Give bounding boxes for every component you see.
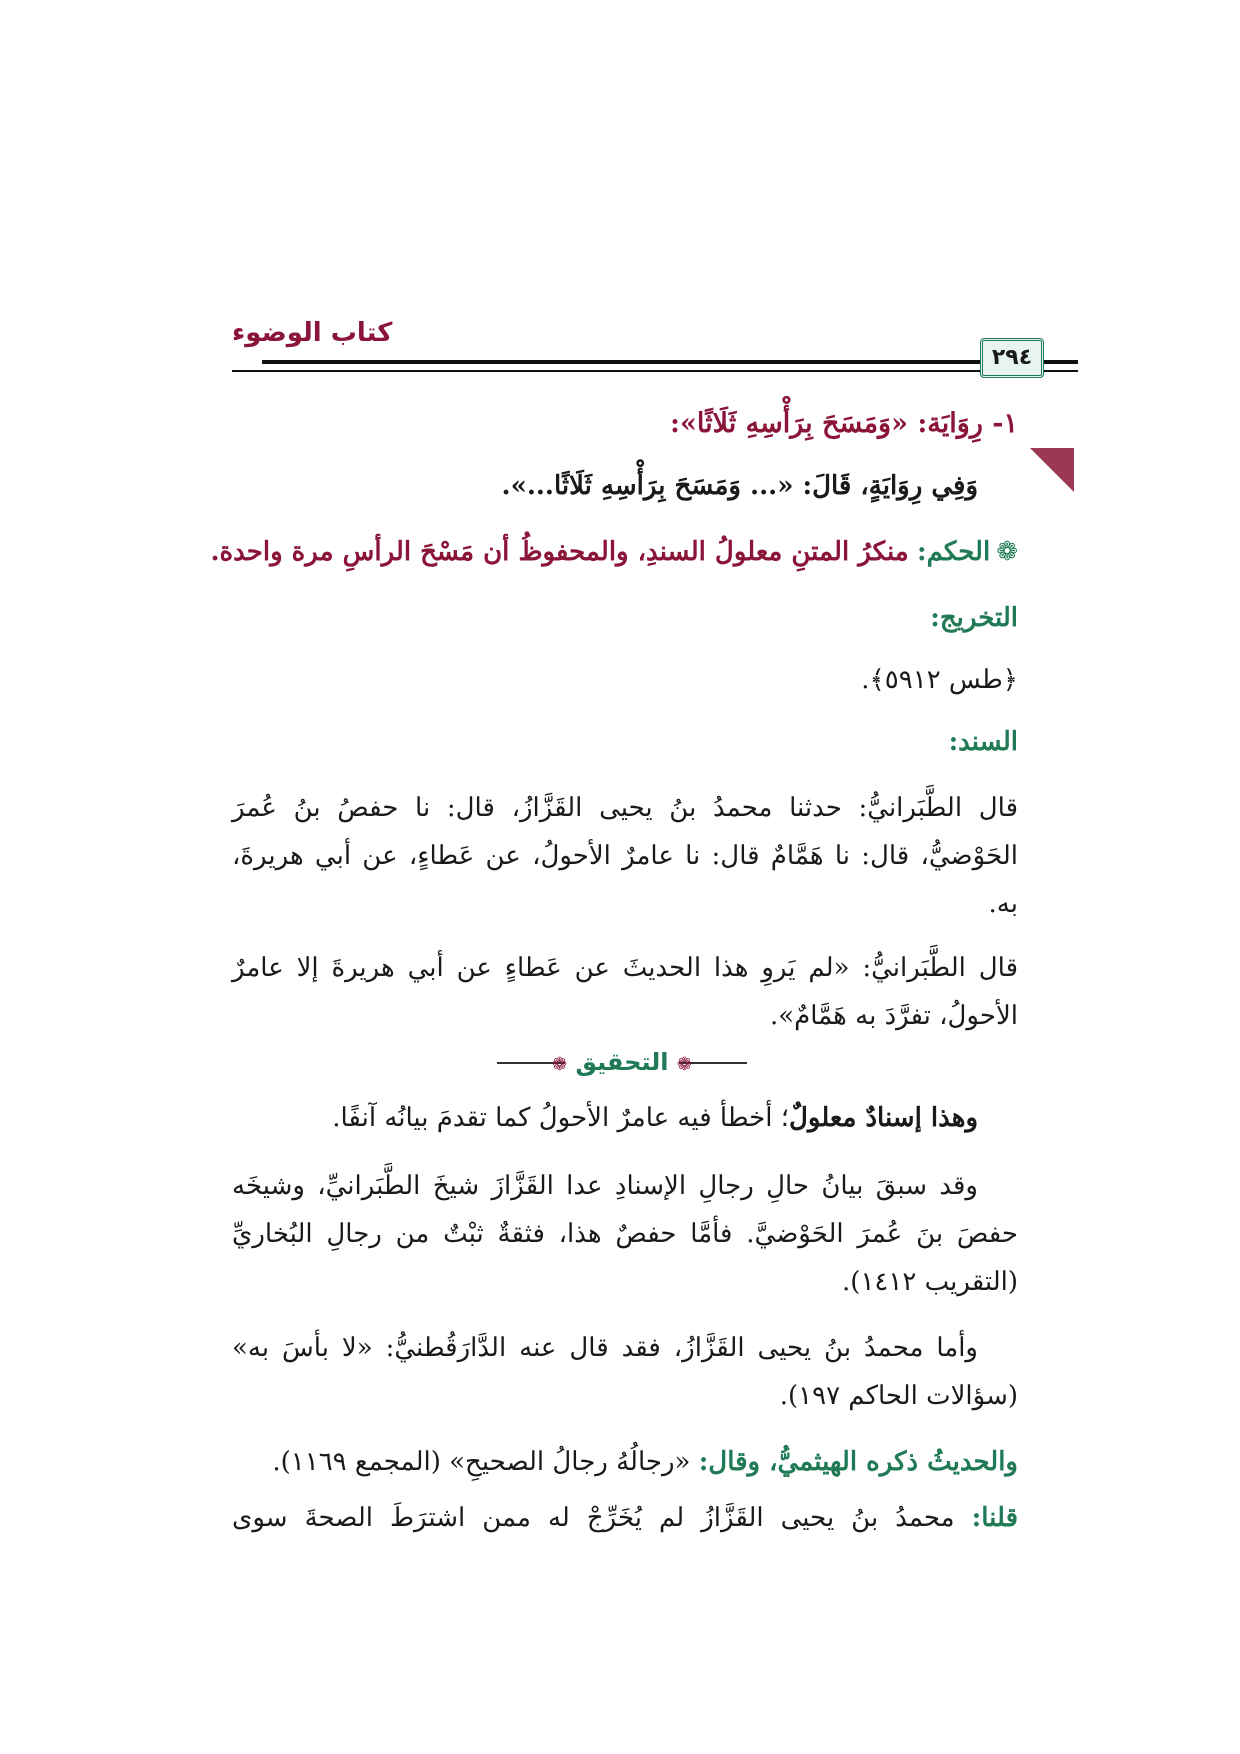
takhrij-reference: ﴿طس ٥٩١٢﴾. bbox=[861, 665, 1018, 695]
analysis-p5-text: محمدُ بنُ يحيى القَزَّازُ لم يُخَرِّجْ له ممن اشترَطَ الصحةَ سوى bbox=[232, 1503, 972, 1533]
ruling-line bbox=[210, 534, 1018, 570]
flower-icon: ❁ bbox=[996, 537, 1018, 567]
running-header-title: كتاب الوضوء bbox=[232, 318, 393, 348]
narration-text: وَفِي رِوَايَةٍ، قَالَ: «... وَمَسَحَ بِرَأْسِهِ ثَلَاثًا...». bbox=[501, 471, 978, 501]
takhrij-label: التخريج: bbox=[930, 603, 1018, 633]
analysis-p1-bold: وهذا إسنادٌ معلولٌ bbox=[789, 1103, 978, 1133]
header-rule-end-thin bbox=[1048, 370, 1078, 372]
ruling-text: منكرُ المتنِ معلولُ السندِ، والمحفوظُ أن مَسْحَ الرأسِ مرة واحدة. bbox=[210, 537, 909, 567]
ornament-icon: ❁ bbox=[676, 1054, 692, 1075]
corner-ornament-icon bbox=[1030, 448, 1074, 492]
ornament-icon: ❁ bbox=[552, 1054, 568, 1075]
analysis-p3-line-1: وأما محمدُ بنُ يحيى القَزَّازُ، فقد قال عنه الدَّارَقُطنيُّ: «لا بأسَ به» bbox=[232, 1333, 978, 1363]
sanad-line-2: الحَوْضيُّ، قال: نا هَمَّامٌ قال: نا عامرٌ الأحولُ، عن عَطاءٍ، عن أبي هريرةَ، bbox=[232, 841, 1018, 871]
sanad-line-1: قال الطَّبَرانيُّ: حدثنا محمدُ بنُ يحيى القَزَّازُ، قال: نا حفصُ بنُ عُمرَ bbox=[232, 793, 1018, 823]
header-rule-end bbox=[1048, 360, 1078, 364]
section-heading: ١- رِوَايَة: «وَمَسَحَ بِرَأْسِهِ ثَلَاثًا»: bbox=[670, 408, 1018, 439]
sanad-label: السند: bbox=[948, 727, 1018, 757]
analysis-p2-line-3: (التقريب ١٤١٢). bbox=[842, 1267, 1018, 1297]
analysis-p2-line-2: حفصَ بنَ عُمرَ الحَوْضيَّ. فأمَّا حفصٌ هذا، فثقةٌ ثبْتٌ من رجالِ البُخاريِّ bbox=[232, 1219, 1018, 1249]
divider-label: التحقيق bbox=[575, 1048, 669, 1076]
analysis-paragraph-5 bbox=[232, 1500, 1018, 1536]
page-number: ٢٩٤ bbox=[980, 338, 1044, 378]
analysis-p5-bold: قلنا: bbox=[971, 1503, 1018, 1533]
tabarani-quote-line-2: الأحولُ، تفرَّدَ به هَمَّامٌ». bbox=[769, 1001, 1018, 1031]
analysis-paragraph-1 bbox=[332, 1100, 978, 1136]
analysis-p2-line-1: وقد سبقَ بيانُ حالِ رجالِ الإسنادِ عدا القَزَّازَ شيخَ الطَّبَرانيِّ، وشيخَه bbox=[232, 1171, 978, 1201]
sanad-line-3: به. bbox=[988, 889, 1018, 919]
analysis-p4-bold: والحديثُ ذكره الهيثميُّ، وقال: bbox=[698, 1447, 1018, 1477]
divider-heading bbox=[497, 1048, 747, 1076]
header-rule-thin bbox=[232, 370, 1050, 372]
header-rule-thick bbox=[262, 360, 1050, 364]
analysis-p4-text: «رجالُهُ رجالُ الصحيحِ» (المجمع ١١٦٩). bbox=[272, 1447, 699, 1477]
section-divider bbox=[497, 1048, 747, 1078]
analysis-paragraph-4 bbox=[272, 1444, 1018, 1480]
analysis-p1-text: ؛ أخطأ فيه عامرٌ الأحولُ كما تقدمَ بيانُه آنفًا. bbox=[332, 1103, 789, 1133]
ruling-label: الحكم: bbox=[917, 537, 991, 567]
analysis-p3-line-2: (سؤالات الحاكم ١٩٧). bbox=[779, 1381, 1018, 1411]
tabarani-quote-line-1: قال الطَّبَرانيُّ: «لم يَروِ هذا الحديثَ عن عَطاءٍ عن أبي هريرةَ إلا عامرٌ bbox=[232, 953, 1018, 983]
